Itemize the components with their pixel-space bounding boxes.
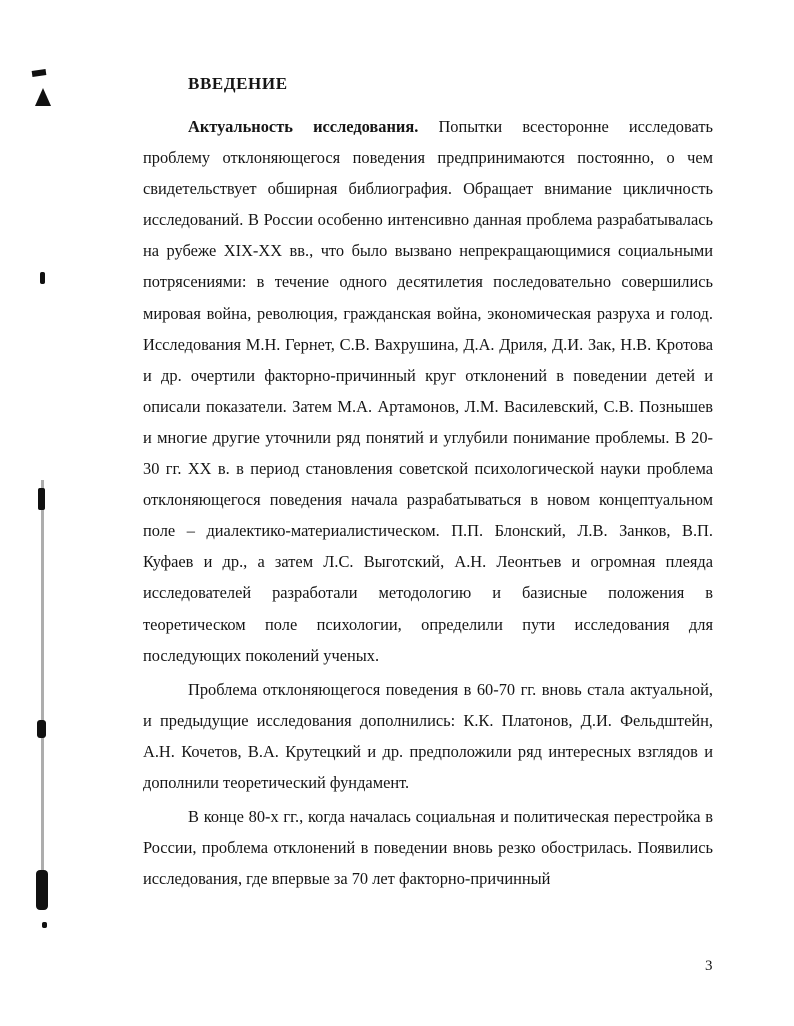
paragraph: В конце 80-х гг., когда началась социальная и политическая перестройка в России, проблема отклонений в поведении вновь резко обострилась. Появились исследования, где впервые за 70 лет факторно-причинный [143,807,713,889]
scan-edge-streak [41,480,44,900]
scan-artifact [40,272,45,284]
scan-artifact [37,720,46,738]
body-text [143,111,713,894]
scan-artifact [32,69,47,77]
paragraph-body: Попытки всесторонне исследовать проблему отклоняющегося поведения предпринимаются постоянно, о чем свидетельствует обширная библиография. Обращает внимание цикличность исследований. В России особенно интенсивно данная проблема разрабатывалась на рубеже XIX-XX вв., что было вызвано непрекращающимися социальными потрясениями: в течение одного десятилетия последовательно совершились мировая война, революция, гражданская война, экономическая разруха и голод. Исследования М.Н. Гернет, С.В. Вахрушина, Д.А. Дриля, Д.И. Зак, Н.В. Кротова и др. очертили факторно-причинный круг отклонений в поведении детей и описали показатели. Затем М.А. Артамонов, Л.М. Василевский, С.В. Познышев и многие другие уточнили ряд понятий и углубили понимание проблемы. В 20-30 гг. XX в. в период становления советской психологической науки проблема отклоняющегося поведения начала разрабатываться в новом концептуальном поле – диалектико-материалистическом. П.П. Блонский, Л.В. Занков, В.П. Куфаев и др., а затем Л.С. Выготский, А.Н. Леонтьев и огромная плеяда исследователей разработали методологию и базисные положения в теоретическом поле психологии, определили пути исследования для последующих поколений ученых. [143,117,713,665]
scan-artifact [35,88,51,106]
scan-artifact [36,870,48,910]
page-number: 3 [705,958,713,974]
section-heading: ВВЕДЕНИЕ [188,74,288,93]
paragraph-relevance [143,111,713,671]
scan-artifact [42,922,47,928]
scan-artifact [38,488,45,510]
paragraph-lead: Актуальность исследования. [188,117,419,136]
paragraph: Проблема отклоняющегося поведения в 60-70 гг. вновь стала актуальной, и предыдущие исследования дополнились: К.К. Платонов, Д.И. Фельдштейн, А.Н. Кочетов, В.А. Крутецкий и др. предположили ряд интересных взглядов и дополнили теоретический фундамент. [143,679,713,792]
